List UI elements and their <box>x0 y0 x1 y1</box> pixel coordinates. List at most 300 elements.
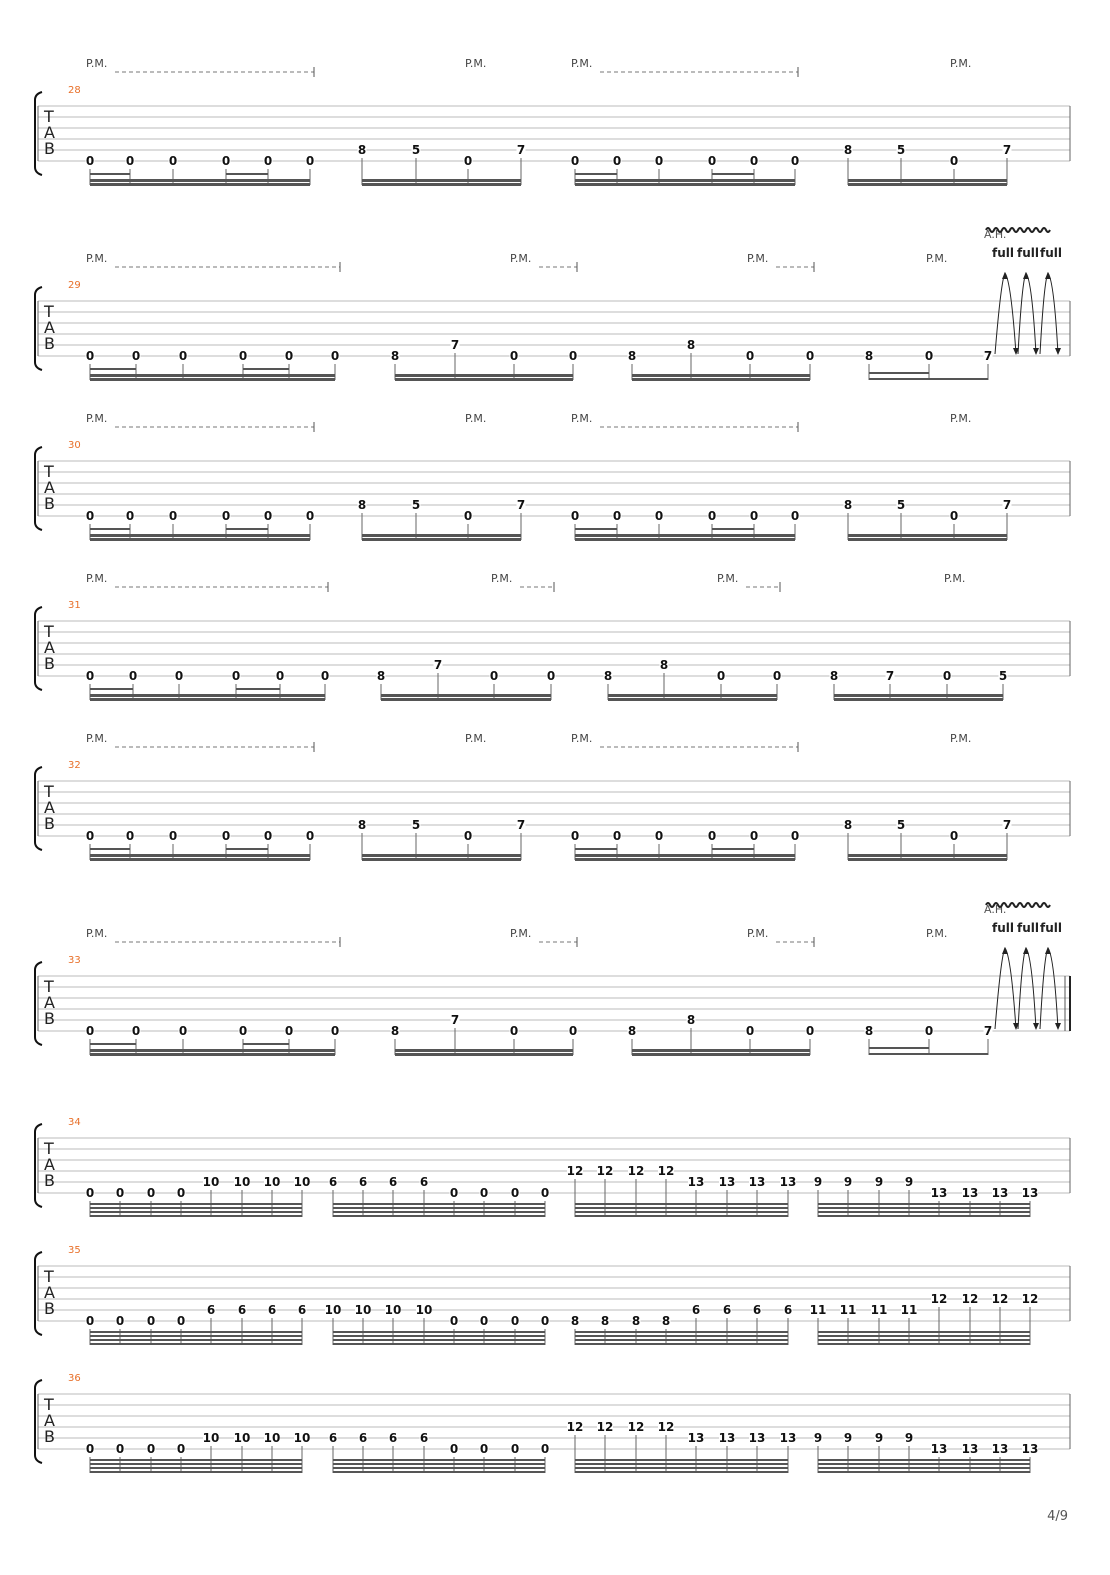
beam <box>362 183 521 186</box>
fret-number: 8 <box>659 658 669 672</box>
tab-clef-letter-t: T <box>44 107 54 126</box>
fret-number: 8 <box>627 1024 637 1038</box>
beat-group <box>628 1013 815 1056</box>
fret-number: 0 <box>540 1314 550 1328</box>
fret-number: 12 <box>627 1164 645 1178</box>
beam-secondary <box>226 848 268 850</box>
measure-number: 32 <box>68 760 81 771</box>
beam-secondary <box>90 1043 136 1045</box>
fret-number: 0 <box>85 154 95 168</box>
tab-clef-letter-b: B <box>44 494 55 513</box>
fret-number: 8 <box>631 1314 641 1328</box>
beam <box>90 1049 335 1052</box>
fret-number: 8 <box>357 498 367 512</box>
fret-number: 10 <box>263 1431 281 1445</box>
fret-number: 0 <box>231 669 241 683</box>
measure-number: 33 <box>68 955 81 966</box>
arrow-up-icon <box>1045 947 1051 954</box>
bend-arrow <box>1040 948 1058 1029</box>
beam <box>90 1467 302 1469</box>
beat-group <box>86 1431 311 1473</box>
fret-number: 12 <box>596 1420 614 1434</box>
palm-mute-label: P.M. <box>950 57 972 70</box>
fret-number: 6 <box>388 1175 398 1189</box>
beam <box>575 1207 788 1209</box>
fret-number: 0 <box>146 1442 156 1456</box>
fret-number: 6 <box>783 1303 793 1317</box>
beam <box>90 1343 302 1345</box>
beam <box>381 698 551 701</box>
fret-number: 9 <box>843 1175 853 1189</box>
beam <box>575 1211 788 1213</box>
fret-number: 0 <box>745 349 755 363</box>
fret-number: 8 <box>843 818 853 832</box>
tab-clef-letter-b: B <box>44 1299 55 1318</box>
palm-mute-label: P.M. <box>86 57 108 70</box>
beam <box>90 374 335 377</box>
fret-number: 0 <box>479 1314 489 1328</box>
beam <box>90 179 310 182</box>
fret-number: 0 <box>489 669 499 683</box>
beat-group <box>86 509 315 541</box>
fret-number: 0 <box>949 829 959 843</box>
beat-group <box>604 658 782 701</box>
fret-number: 13 <box>687 1175 705 1189</box>
bend-full-label: full <box>1040 246 1062 260</box>
fret-number: 0 <box>115 1186 125 1200</box>
tab-clef-letter-a: A <box>44 1411 55 1430</box>
beam <box>90 694 325 697</box>
beam <box>90 538 310 541</box>
artificial-harmonic-label: A.H. <box>984 903 1007 916</box>
beam-secondary <box>236 688 280 690</box>
beam <box>90 858 310 861</box>
arrow-down-icon <box>1055 1023 1061 1030</box>
beam <box>90 1459 302 1461</box>
tab-system-30 <box>35 412 1070 541</box>
beam <box>90 1215 302 1217</box>
beam-secondary <box>575 173 617 175</box>
beam <box>834 698 1003 701</box>
fret-number: 11 <box>839 1303 857 1317</box>
fret-number: 5 <box>998 669 1008 683</box>
fret-number: 0 <box>131 1024 141 1038</box>
fret-number: 0 <box>263 829 273 843</box>
fret-number: 13 <box>1021 1442 1039 1456</box>
beam <box>818 1339 1030 1341</box>
beam <box>848 179 1007 182</box>
fret-number: 0 <box>221 154 231 168</box>
fret-number: 7 <box>983 1024 993 1038</box>
fret-number: 12 <box>566 1164 584 1178</box>
fret-number: 8 <box>357 143 367 157</box>
bend-full-label: full <box>1017 246 1039 260</box>
beam <box>575 1463 788 1465</box>
palm-mute-label: P.M. <box>926 927 948 940</box>
beam <box>362 534 521 537</box>
tab-clef-letter-t: T <box>44 1139 54 1158</box>
fret-number: 11 <box>900 1303 918 1317</box>
fret-number: 9 <box>813 1175 823 1189</box>
fret-number: 7 <box>516 143 526 157</box>
fret-number: 12 <box>657 1164 675 1178</box>
fret-number: 0 <box>168 829 178 843</box>
tab-system-33 <box>35 903 1070 1056</box>
fret-number: 0 <box>510 1442 520 1456</box>
fret-number: 7 <box>983 349 993 363</box>
fret-number: 0 <box>707 154 717 168</box>
measure-number: 34 <box>68 1117 81 1128</box>
fret-number: 0 <box>540 1186 550 1200</box>
beam <box>632 1049 810 1052</box>
bend-arrow <box>1040 273 1058 354</box>
fret-number: 8 <box>686 1013 696 1027</box>
beam-secondary <box>90 368 136 370</box>
palm-mute-label: P.M. <box>944 572 966 585</box>
beam <box>90 378 335 381</box>
fret-number: 7 <box>433 658 443 672</box>
fret-number: 0 <box>115 1314 125 1328</box>
fret-number: 0 <box>85 349 95 363</box>
bend-arrow <box>995 948 1016 1029</box>
beat-group <box>571 154 800 186</box>
fret-number: 0 <box>330 1024 340 1038</box>
fret-number: 8 <box>600 1314 610 1328</box>
fret-number: 0 <box>790 829 800 843</box>
fret-number: 0 <box>85 509 95 523</box>
bend-full-label: full <box>992 246 1014 260</box>
fret-number: 6 <box>358 1175 368 1189</box>
fret-number: 13 <box>930 1442 948 1456</box>
fret-number: 0 <box>176 1186 186 1200</box>
beam <box>90 1211 302 1213</box>
fret-number: 0 <box>546 669 556 683</box>
beam-secondary <box>712 528 754 530</box>
fret-number: 8 <box>390 349 400 363</box>
fret-number: 10 <box>324 1303 342 1317</box>
beat-group <box>814 1431 1039 1473</box>
beat-group <box>810 1292 1039 1345</box>
fret-number: 13 <box>991 1442 1009 1456</box>
fret-number: 7 <box>516 498 526 512</box>
fret-number: 0 <box>510 1186 520 1200</box>
arrow-up-icon <box>1002 947 1008 954</box>
beam <box>818 1331 1030 1333</box>
beam-secondary <box>243 368 289 370</box>
fret-number: 0 <box>238 349 248 363</box>
palm-mute-label: P.M. <box>86 927 108 940</box>
tab-clef-letter-b: B <box>44 1427 55 1446</box>
fret-number: 0 <box>654 154 664 168</box>
fret-number: 8 <box>357 818 367 832</box>
fret-number: 12 <box>1021 1292 1039 1306</box>
bend-arrow <box>995 273 1016 354</box>
fret-number: 0 <box>707 509 717 523</box>
fret-number: 5 <box>896 498 906 512</box>
palm-mute-label: P.M. <box>510 927 532 940</box>
palm-mute-label: P.M. <box>926 252 948 265</box>
bend-full-label: full <box>1017 921 1039 935</box>
fret-number: 10 <box>354 1303 372 1317</box>
beam <box>90 183 310 186</box>
beam <box>90 1471 302 1473</box>
fret-number: 0 <box>805 349 815 363</box>
beam-secondary <box>712 173 754 175</box>
fret-number: 6 <box>752 1303 762 1317</box>
fret-number: 9 <box>874 1175 884 1189</box>
fret-number: 0 <box>263 509 273 523</box>
fret-number: 7 <box>885 669 895 683</box>
fret-number: 0 <box>221 509 231 523</box>
fret-number: 0 <box>612 509 622 523</box>
bend-arrow <box>1018 948 1036 1029</box>
beam <box>395 374 573 377</box>
beam <box>333 1207 545 1209</box>
fret-number: 0 <box>146 1186 156 1200</box>
fret-number: 8 <box>843 498 853 512</box>
fret-number: 5 <box>896 818 906 832</box>
beam <box>818 1215 1030 1217</box>
palm-mute-label: P.M. <box>86 572 108 585</box>
fret-number: 10 <box>263 1175 281 1189</box>
fret-number: 10 <box>293 1431 311 1445</box>
measure-number: 36 <box>68 1373 81 1384</box>
tab-clef-letter-a: A <box>44 478 55 497</box>
fret-number: 13 <box>779 1175 797 1189</box>
bend-arrow <box>1018 273 1036 354</box>
fret-number: 5 <box>411 498 421 512</box>
fret-number: 5 <box>411 143 421 157</box>
beam <box>575 858 795 861</box>
fret-number: 0 <box>570 154 580 168</box>
fret-number: 0 <box>284 349 294 363</box>
beam <box>575 1331 788 1333</box>
arrow-down-icon <box>1033 348 1039 355</box>
beam <box>362 538 521 541</box>
arrow-up-icon <box>1023 272 1029 279</box>
beat-group <box>567 1420 797 1473</box>
fret-number: 10 <box>202 1175 220 1189</box>
palm-mute-label: P.M. <box>86 412 108 425</box>
fret-number: 0 <box>790 154 800 168</box>
fret-number: 8 <box>570 1314 580 1328</box>
beam <box>818 1211 1030 1213</box>
fret-number: 0 <box>320 669 330 683</box>
fret-number: 0 <box>510 1314 520 1328</box>
fret-number: 0 <box>540 1442 550 1456</box>
palm-mute-label: P.M. <box>465 732 487 745</box>
fret-number: 10 <box>293 1175 311 1189</box>
palm-mute-label: P.M. <box>747 252 769 265</box>
arrow-up-icon <box>1002 272 1008 279</box>
page-number: 4/9 <box>1047 1509 1068 1524</box>
fret-number: 6 <box>419 1175 429 1189</box>
palm-mute-label: P.M. <box>571 732 593 745</box>
beam-secondary <box>90 173 130 175</box>
fret-number: 0 <box>568 1024 578 1038</box>
beam <box>818 1203 1030 1205</box>
tab-clef-letter-t: T <box>44 302 54 321</box>
beam-secondary <box>90 688 133 690</box>
fret-number: 0 <box>509 1024 519 1038</box>
fret-number: 0 <box>238 1024 248 1038</box>
beam <box>818 1467 1030 1469</box>
tab-clef-letter-a: A <box>44 318 55 337</box>
palm-mute-label: P.M. <box>86 732 108 745</box>
measure-number: 28 <box>68 85 81 96</box>
beam <box>575 1339 788 1341</box>
fret-number: 6 <box>297 1303 307 1317</box>
beam <box>333 1471 545 1473</box>
measure-number: 29 <box>68 280 81 291</box>
beam <box>362 858 521 861</box>
beam <box>333 1215 545 1217</box>
tab-clef-letter-a: A <box>44 993 55 1012</box>
tab-clef-letter-t: T <box>44 462 54 481</box>
fret-number: 8 <box>843 143 853 157</box>
fret-number: 0 <box>275 669 285 683</box>
fret-number: 0 <box>85 669 95 683</box>
bend-markings <box>984 903 1062 1030</box>
fret-number: 6 <box>419 1431 429 1445</box>
beam <box>869 1047 929 1049</box>
beat-group <box>814 1175 1039 1217</box>
fret-number: 0 <box>570 829 580 843</box>
fret-number: 0 <box>749 509 759 523</box>
beam <box>818 1335 1030 1337</box>
fret-number: 8 <box>390 1024 400 1038</box>
beam <box>848 534 1007 537</box>
fret-number: 6 <box>691 1303 701 1317</box>
beam <box>333 1343 545 1345</box>
beam <box>333 1331 545 1333</box>
beam <box>90 1335 302 1337</box>
fret-number: 0 <box>85 829 95 843</box>
beat-group <box>358 143 526 186</box>
beat-group <box>86 154 315 186</box>
beam <box>575 1203 788 1205</box>
tab-clef-letter-b: B <box>44 334 55 353</box>
fret-number: 0 <box>178 349 188 363</box>
fret-number: 7 <box>450 1013 460 1027</box>
beam <box>818 1343 1030 1345</box>
fret-number: 0 <box>716 669 726 683</box>
arrow-up-icon <box>1045 272 1051 279</box>
fret-number: 12 <box>930 1292 948 1306</box>
bend-markings <box>984 228 1062 355</box>
fret-number: 0 <box>85 1186 95 1200</box>
beat-group <box>571 829 800 861</box>
beat-group <box>865 1024 993 1055</box>
fret-number: 8 <box>661 1314 671 1328</box>
fret-number: 11 <box>870 1303 888 1317</box>
fret-number: 6 <box>267 1303 277 1317</box>
beat-group <box>830 669 1008 701</box>
fret-number: 0 <box>168 154 178 168</box>
beam-secondary <box>243 1043 289 1045</box>
beam <box>333 1339 545 1341</box>
palm-mute-label: P.M. <box>717 572 739 585</box>
fret-number: 0 <box>131 349 141 363</box>
fret-number: 12 <box>657 1420 675 1434</box>
beam <box>869 1053 988 1055</box>
tab-clef-letter-a: A <box>44 638 55 657</box>
fret-number: 0 <box>168 509 178 523</box>
beam <box>848 858 1007 861</box>
beat-group <box>329 1431 550 1473</box>
beam <box>575 1335 788 1337</box>
fret-number: 0 <box>749 154 759 168</box>
fret-number: 10 <box>415 1303 433 1317</box>
fret-number: 0 <box>176 1442 186 1456</box>
fret-number: 0 <box>654 509 664 523</box>
palm-mute-label: P.M. <box>950 412 972 425</box>
beam <box>575 1471 788 1473</box>
fret-number: 13 <box>748 1175 766 1189</box>
fret-number: 0 <box>745 1024 755 1038</box>
beat-group <box>628 338 815 381</box>
beat-group <box>377 658 556 701</box>
tab-system-29 <box>35 228 1070 381</box>
fret-number: 8 <box>603 669 613 683</box>
beat-group <box>325 1303 550 1345</box>
fret-number: 13 <box>961 1442 979 1456</box>
fret-number: 7 <box>450 338 460 352</box>
palm-mute-label: P.M. <box>747 927 769 940</box>
beam <box>818 1207 1030 1209</box>
fret-number: 0 <box>125 829 135 843</box>
beam <box>333 1335 545 1337</box>
fret-number: 13 <box>1021 1186 1039 1200</box>
fret-number: 0 <box>176 1314 186 1328</box>
tab-clef-letter-b: B <box>44 814 55 833</box>
tab-system-35 <box>35 1245 1070 1345</box>
beat-group <box>865 349 993 380</box>
beat-group <box>844 818 1012 861</box>
beat-group <box>86 829 315 861</box>
beam <box>848 854 1007 857</box>
fret-number: 13 <box>991 1186 1009 1200</box>
beam <box>608 694 777 697</box>
fret-number: 0 <box>463 509 473 523</box>
fret-number: 6 <box>388 1431 398 1445</box>
beam <box>575 183 795 186</box>
beam <box>395 378 573 381</box>
palm-mute-label: P.M. <box>465 412 487 425</box>
fret-number: 12 <box>596 1164 614 1178</box>
beam <box>90 1339 302 1341</box>
tab-clef-letter-t: T <box>44 622 54 641</box>
fret-number: 0 <box>463 154 473 168</box>
fret-number: 0 <box>449 1442 459 1456</box>
fret-number: 6 <box>722 1303 732 1317</box>
palm-mute-label: P.M. <box>491 572 513 585</box>
fret-number: 12 <box>961 1292 979 1306</box>
fret-number: 0 <box>949 509 959 523</box>
tab-clef-letter-t: T <box>44 782 54 801</box>
fret-number: 0 <box>479 1186 489 1200</box>
beat-group <box>86 1303 307 1345</box>
beam <box>90 1463 302 1465</box>
fret-number: 9 <box>904 1431 914 1445</box>
fret-number: 8 <box>686 338 696 352</box>
tab-clef-letter-b: B <box>44 1009 55 1028</box>
fret-number: 10 <box>233 1175 251 1189</box>
fret-number: 0 <box>85 1442 95 1456</box>
beam <box>333 1203 545 1205</box>
fret-number: 0 <box>942 669 952 683</box>
fret-number: 11 <box>809 1303 827 1317</box>
